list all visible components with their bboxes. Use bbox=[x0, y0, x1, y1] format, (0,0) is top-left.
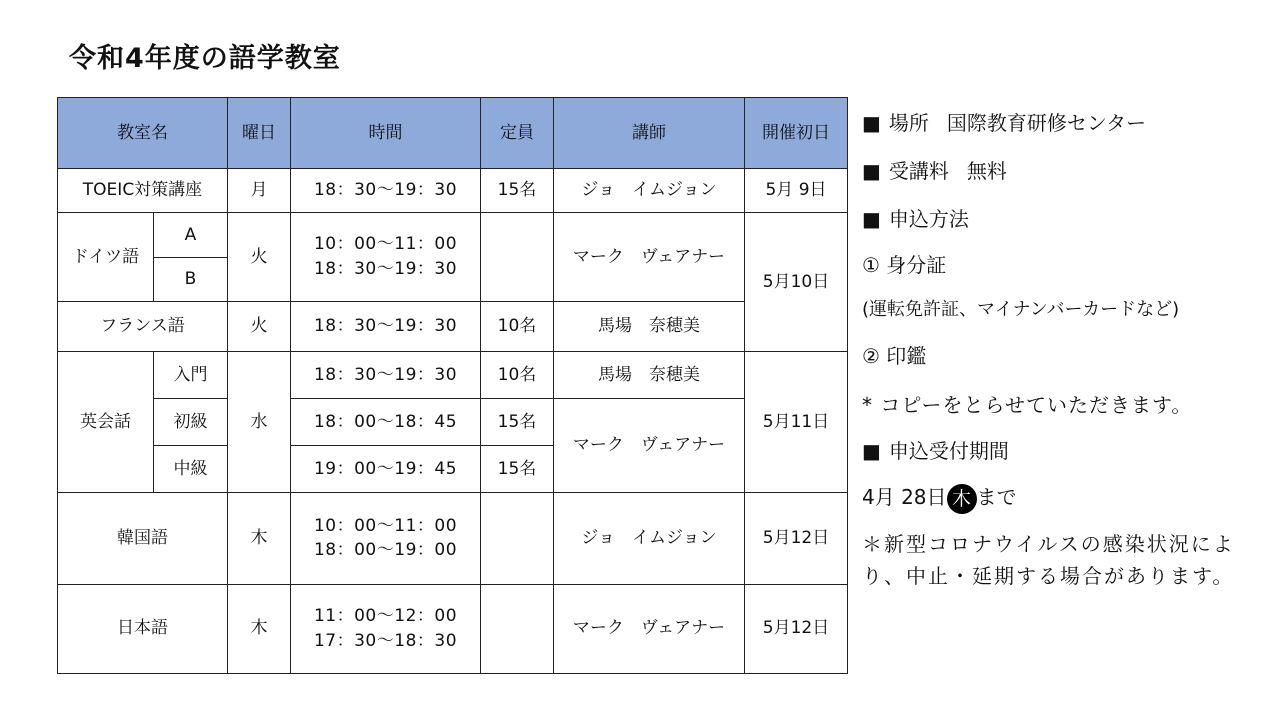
time-slot: 10：00～11：00 bbox=[313, 234, 458, 255]
class-level: A bbox=[154, 213, 228, 257]
class-time: 18：30～19：30 bbox=[291, 169, 481, 213]
class-day: 火 bbox=[228, 213, 291, 301]
class-teacher: マーク ヴェアナー bbox=[554, 398, 745, 492]
class-teacher: マーク ヴェアナー bbox=[554, 584, 745, 673]
table-row bbox=[58, 398, 848, 445]
requirement-seal: ② 印鑑 bbox=[862, 344, 927, 368]
class-teacher: ジョ イムジョン bbox=[554, 493, 745, 584]
class-name: 日本語 bbox=[58, 584, 228, 673]
class-day: 木 bbox=[228, 584, 291, 673]
header-capacity: 定員 bbox=[481, 98, 554, 169]
deadline-line bbox=[862, 481, 1017, 514]
class-capacity bbox=[481, 213, 554, 301]
class-time: 18：30～19：30 bbox=[291, 301, 481, 351]
header-teacher: 講師 bbox=[554, 98, 745, 169]
page-title: 令和4年度の語学教室 bbox=[69, 43, 341, 74]
square-bullet-icon: ■ bbox=[862, 207, 881, 231]
covid-note: ＊新型コロナウイルスの感染状況により、中止・延期する場合があります。 bbox=[862, 532, 1235, 588]
class-start-date: 5月 9日 bbox=[745, 169, 848, 213]
class-name: フランス語 bbox=[58, 301, 228, 351]
class-level: 初級 bbox=[154, 398, 228, 445]
copy-note: * コピーをとらせていただきます。 bbox=[862, 393, 1193, 417]
class-capacity: 15名 bbox=[481, 398, 554, 445]
class-level: 入門 bbox=[154, 351, 228, 398]
class-teacher: 馬場 奈穂美 bbox=[554, 351, 745, 398]
class-time bbox=[291, 584, 481, 673]
weekday-badge: 木 bbox=[947, 484, 977, 514]
class-teacher: ジョ イムジョン bbox=[554, 169, 745, 213]
table-row bbox=[58, 584, 848, 673]
period-label: 申込受付期間 bbox=[888, 439, 1009, 463]
class-level: 中級 bbox=[154, 446, 228, 493]
class-day: 水 bbox=[228, 351, 291, 492]
table-row bbox=[58, 213, 848, 257]
fee-line bbox=[862, 155, 1007, 184]
location-value: 国際教育研修センター bbox=[946, 111, 1147, 135]
table-row bbox=[58, 351, 848, 398]
square-bullet-icon: ■ bbox=[862, 159, 881, 183]
table-row bbox=[58, 169, 848, 213]
class-capacity: 15名 bbox=[481, 169, 554, 213]
class-name: TOEIC対策講座 bbox=[58, 169, 228, 213]
time-slot: 11：00～12：00 bbox=[313, 606, 458, 627]
class-time bbox=[291, 493, 481, 584]
class-time bbox=[291, 213, 481, 301]
table-header-row bbox=[58, 98, 848, 169]
time-slot: 18：30～19：30 bbox=[313, 259, 458, 280]
class-start-date: 5月10日 bbox=[745, 213, 848, 351]
schedule-table bbox=[57, 97, 848, 674]
deadline-suffix: まで bbox=[976, 485, 1017, 509]
fee-label: 受講料 bbox=[888, 159, 949, 183]
header-start-date: 開催初日 bbox=[745, 98, 848, 169]
deadline-date: 4月 28日 bbox=[862, 485, 947, 509]
method-label: 申込方法 bbox=[888, 207, 969, 231]
class-capacity: 15名 bbox=[481, 446, 554, 493]
class-capacity: 10名 bbox=[481, 301, 554, 351]
class-capacity bbox=[481, 493, 554, 584]
header-time: 時間 bbox=[291, 98, 481, 169]
period-line bbox=[862, 435, 1009, 464]
requirement-id-note: (運転免許証、マイナンバーカードなど) bbox=[862, 299, 1180, 320]
class-day: 木 bbox=[228, 493, 291, 584]
class-capacity: 10名 bbox=[481, 351, 554, 398]
header-day: 曜日 bbox=[228, 98, 291, 169]
method-line bbox=[862, 203, 969, 232]
class-start-date: 5月12日 bbox=[745, 584, 848, 673]
class-time: 19：00～19：45 bbox=[291, 446, 481, 493]
class-name: 韓国語 bbox=[58, 493, 228, 584]
class-level: B bbox=[154, 257, 228, 301]
header-classroom: 教室名 bbox=[58, 98, 228, 169]
class-teacher: マーク ヴェアナー bbox=[554, 213, 745, 301]
table-row bbox=[58, 301, 848, 351]
class-teacher: 馬場 奈穂美 bbox=[554, 301, 745, 351]
class-name: ドイツ語 bbox=[58, 213, 154, 301]
square-bullet-icon: ■ bbox=[862, 439, 881, 463]
class-day: 火 bbox=[228, 301, 291, 351]
location-label: 場所 bbox=[888, 111, 929, 135]
class-name: 英会話 bbox=[58, 351, 154, 492]
class-capacity bbox=[481, 584, 554, 673]
square-bullet-icon: ■ bbox=[862, 111, 881, 135]
time-slot: 10：00～11：00 bbox=[313, 515, 458, 536]
time-slot: 18：00～19：00 bbox=[313, 540, 458, 561]
class-time: 18：00～18：45 bbox=[291, 398, 481, 445]
table-row bbox=[58, 493, 848, 584]
class-start-date: 5月12日 bbox=[745, 493, 848, 584]
location-line bbox=[862, 107, 1146, 136]
requirement-id: ① 身分証 bbox=[862, 253, 947, 277]
fee-value: 無料 bbox=[966, 159, 1007, 183]
class-time: 18：30～19：30 bbox=[291, 351, 481, 398]
class-start-date: 5月11日 bbox=[745, 351, 848, 492]
time-slot: 17：30～18：30 bbox=[313, 630, 458, 651]
class-day: 月 bbox=[228, 169, 291, 213]
